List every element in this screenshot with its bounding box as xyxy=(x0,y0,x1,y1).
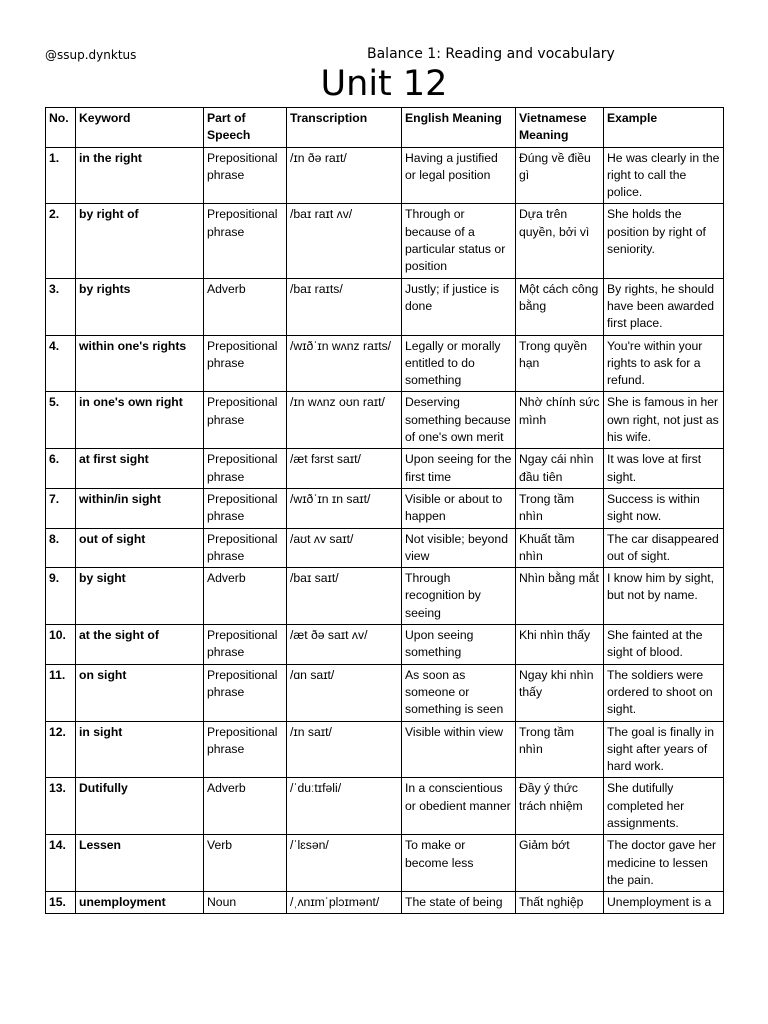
example-cell: He was clearly in the right to call the police. xyxy=(604,147,724,204)
english-meaning-cell: Visible or about to happen xyxy=(402,488,516,528)
table-row xyxy=(46,568,724,625)
column-header-part-of-speech: Part of Speech xyxy=(204,108,287,148)
table-row xyxy=(46,664,724,721)
row-number: 12. xyxy=(46,721,76,778)
keyword-cell: Dutifully xyxy=(76,778,204,835)
transcription-cell: /wɪðˈɪn ɪn saɪt/ xyxy=(287,488,402,528)
english-meaning-cell: Upon seeing something xyxy=(402,625,516,665)
transcription-cell: /baɪ saɪt/ xyxy=(287,568,402,625)
part-of-speech-cell: Adverb xyxy=(204,278,287,335)
table-row xyxy=(46,892,724,914)
row-number: 7. xyxy=(46,488,76,528)
table-row xyxy=(46,449,724,489)
row-number: 11. xyxy=(46,664,76,721)
row-number: 13. xyxy=(46,778,76,835)
example-cell: She dutifully completed her assignments. xyxy=(604,778,724,835)
column-header-transcription: Transcription xyxy=(287,108,402,148)
keyword-cell: within/in sight xyxy=(76,488,204,528)
table-row xyxy=(46,278,724,335)
part-of-speech-cell: Prepositional phrase xyxy=(204,664,287,721)
row-number: 14. xyxy=(46,835,76,892)
example-cell: The goal is finally in sight after years of hard work. xyxy=(604,721,724,778)
part-of-speech-cell: Prepositional phrase xyxy=(204,392,287,449)
keyword-cell: in sight xyxy=(76,721,204,778)
table-row xyxy=(46,204,724,278)
column-header-english-meaning: English Meaning xyxy=(402,108,516,148)
table-row xyxy=(46,392,724,449)
transcription-cell: /wɪðˈɪn wʌnz raɪts/ xyxy=(287,335,402,392)
document-subtitle: Balance 1: Reading and vocabulary xyxy=(367,46,615,62)
example-cell: Success is within sight now. xyxy=(604,488,724,528)
example-cell: The doctor gave her medicine to lessen the pain. xyxy=(604,835,724,892)
transcription-cell: /æt fɜrst saɪt/ xyxy=(287,449,402,489)
row-number: 9. xyxy=(46,568,76,625)
vietnamese-meaning-cell: Đầy ý thức trách nhiệm xyxy=(516,778,604,835)
part-of-speech-cell: Adverb xyxy=(204,778,287,835)
transcription-cell: /baɪ raɪt ʌv/ xyxy=(287,204,402,278)
transcription-cell: /ɪn wʌnz oʊn raɪt/ xyxy=(287,392,402,449)
example-cell: You're within your rights to ask for a refund. xyxy=(604,335,724,392)
vietnamese-meaning-cell: Trong quyền hạn xyxy=(516,335,604,392)
example-cell: The soldiers were ordered to shoot on sight. xyxy=(604,664,724,721)
part-of-speech-cell: Prepositional phrase xyxy=(204,488,287,528)
vietnamese-meaning-cell: Đúng về điều gì xyxy=(516,147,604,204)
transcription-cell: /ˈduːtɪfəli/ xyxy=(287,778,402,835)
keyword-cell: in the right xyxy=(76,147,204,204)
english-meaning-cell: The state of being xyxy=(402,892,516,914)
example-cell: She fainted at the sight of blood. xyxy=(604,625,724,665)
keyword-cell: within one's rights xyxy=(76,335,204,392)
vietnamese-meaning-cell: Khuất tầm nhìn xyxy=(516,528,604,568)
english-meaning-cell: Having a justified or legal position xyxy=(402,147,516,204)
transcription-cell: /æt ðə saɪt ʌv/ xyxy=(287,625,402,665)
keyword-cell: unemployment xyxy=(76,892,204,914)
vocabulary-table xyxy=(45,107,724,914)
keyword-cell: at first sight xyxy=(76,449,204,489)
keyword-cell: out of sight xyxy=(76,528,204,568)
page-title: Unit 12 xyxy=(320,64,448,104)
english-meaning-cell: In a conscientious or obedient manner xyxy=(402,778,516,835)
table-row xyxy=(46,488,724,528)
english-meaning-cell: As soon as someone or something is seen xyxy=(402,664,516,721)
part-of-speech-cell: Prepositional phrase xyxy=(204,147,287,204)
part-of-speech-cell: Prepositional phrase xyxy=(204,625,287,665)
vietnamese-meaning-cell: Trong tầm nhìn xyxy=(516,721,604,778)
keyword-cell: by rights xyxy=(76,278,204,335)
vietnamese-meaning-cell: Nhờ chính sức mình xyxy=(516,392,604,449)
english-meaning-cell: Through or because of a particular status or position xyxy=(402,204,516,278)
table-row xyxy=(46,721,724,778)
column-header-example: Example xyxy=(604,108,724,148)
vietnamese-meaning-cell: Khi nhìn thấy xyxy=(516,625,604,665)
example-cell: She holds the position by right of seniority. xyxy=(604,204,724,278)
author-handle: @ssup.dynktus xyxy=(45,48,137,62)
transcription-cell: /ˌʌnɪmˈplɔɪmənt/ xyxy=(287,892,402,914)
english-meaning-cell: Deserving something because of one's own merit xyxy=(402,392,516,449)
example-cell: It was love at first sight. xyxy=(604,449,724,489)
part-of-speech-cell: Prepositional phrase xyxy=(204,721,287,778)
column-header-no: No. xyxy=(46,108,76,148)
transcription-cell: /ˈlɛsən/ xyxy=(287,835,402,892)
vietnamese-meaning-cell: Trong tầm nhìn xyxy=(516,488,604,528)
part-of-speech-cell: Verb xyxy=(204,835,287,892)
example-cell: I know him by sight, but not by name. xyxy=(604,568,724,625)
row-number: 3. xyxy=(46,278,76,335)
keyword-cell: Lessen xyxy=(76,835,204,892)
english-meaning-cell: Visible within view xyxy=(402,721,516,778)
vietnamese-meaning-cell: Thất nghiệp xyxy=(516,892,604,914)
example-cell: Unemployment is a xyxy=(604,892,724,914)
keyword-cell: by sight xyxy=(76,568,204,625)
vietnamese-meaning-cell: Nhìn bằng mắt xyxy=(516,568,604,625)
part-of-speech-cell: Prepositional phrase xyxy=(204,528,287,568)
row-number: 5. xyxy=(46,392,76,449)
row-number: 4. xyxy=(46,335,76,392)
example-cell: She is famous in her own right, not just as his wife. xyxy=(604,392,724,449)
keyword-cell: on sight xyxy=(76,664,204,721)
row-number: 6. xyxy=(46,449,76,489)
table-body xyxy=(46,147,724,914)
english-meaning-cell: Justly; if justice is done xyxy=(402,278,516,335)
part-of-speech-cell: Adverb xyxy=(204,568,287,625)
example-cell: The car disappeared out of sight. xyxy=(604,528,724,568)
part-of-speech-cell: Noun xyxy=(204,892,287,914)
keyword-cell: by right of xyxy=(76,204,204,278)
vietnamese-meaning-cell: Giảm bớt xyxy=(516,835,604,892)
transcription-cell: /ɑn saɪt/ xyxy=(287,664,402,721)
transcription-cell: /baɪ raɪts/ xyxy=(287,278,402,335)
transcription-cell: /ɪn ðə raɪt/ xyxy=(287,147,402,204)
table-row xyxy=(46,625,724,665)
part-of-speech-cell: Prepositional phrase xyxy=(204,449,287,489)
transcription-cell: /aʊt ʌv saɪt/ xyxy=(287,528,402,568)
table-row xyxy=(46,528,724,568)
vietnamese-meaning-cell: Dựa trên quyền, bởi vì xyxy=(516,204,604,278)
row-number: 1. xyxy=(46,147,76,204)
vietnamese-meaning-cell: Ngay khi nhìn thấy xyxy=(516,664,604,721)
column-header-vietnamese-meaning: Vietnamese Meaning xyxy=(516,108,604,148)
english-meaning-cell: Through recognition by seeing xyxy=(402,568,516,625)
vietnamese-meaning-cell: Ngay cái nhìn đầu tiên xyxy=(516,449,604,489)
example-cell: By rights, he should have been awarded first place. xyxy=(604,278,724,335)
keyword-cell: in one's own right xyxy=(76,392,204,449)
english-meaning-cell: Not visible; beyond view xyxy=(402,528,516,568)
keyword-cell: at the sight of xyxy=(76,625,204,665)
table-row xyxy=(46,778,724,835)
part-of-speech-cell: Prepositional phrase xyxy=(204,335,287,392)
row-number: 10. xyxy=(46,625,76,665)
transcription-cell: /ɪn saɪt/ xyxy=(287,721,402,778)
row-number: 2. xyxy=(46,204,76,278)
english-meaning-cell: Upon seeing for the first time xyxy=(402,449,516,489)
part-of-speech-cell: Prepositional phrase xyxy=(204,204,287,278)
vietnamese-meaning-cell: Một cách công bằng xyxy=(516,278,604,335)
column-header-keyword: Keyword xyxy=(76,108,204,148)
table-row xyxy=(46,335,724,392)
row-number: 8. xyxy=(46,528,76,568)
row-number: 15. xyxy=(46,892,76,914)
english-meaning-cell: Legally or morally entitled to do something xyxy=(402,335,516,392)
english-meaning-cell: To make or become less xyxy=(402,835,516,892)
table-row xyxy=(46,835,724,892)
table-header-row xyxy=(46,108,724,148)
table-row xyxy=(46,147,724,204)
